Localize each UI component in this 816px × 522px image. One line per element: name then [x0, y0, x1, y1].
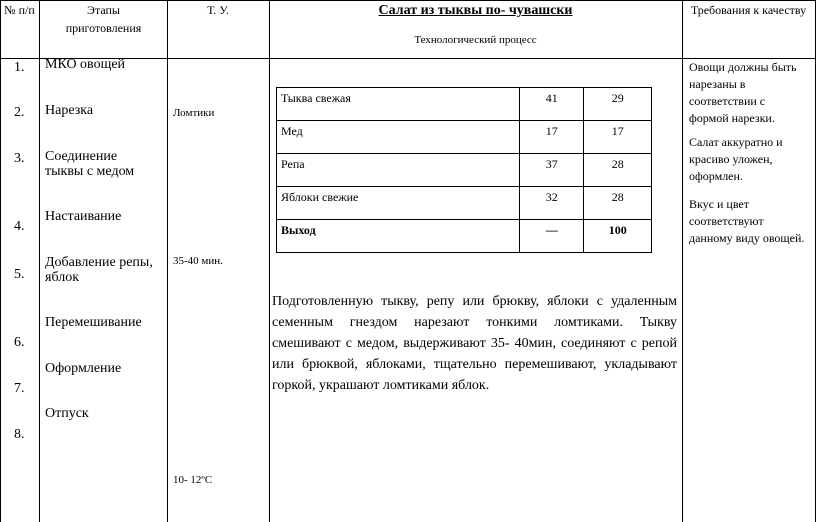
step-number: 5.: [14, 267, 25, 282]
header-requirements: Требования к качеству: [690, 3, 807, 17]
step-number: 1.: [14, 60, 25, 75]
ingredient-name: Тыква свежая: [277, 88, 520, 121]
column-divider: [39, 0, 40, 522]
yield-gross: —: [519, 220, 584, 253]
table-row: [277, 121, 652, 154]
step-label: Настаивание: [45, 209, 122, 224]
step-label: Нарезка: [45, 103, 94, 118]
step-label: Оформление: [45, 361, 122, 376]
ingredients-table: [276, 87, 652, 253]
step-number: 2.: [14, 105, 25, 120]
ingredient-gross: 32: [519, 187, 584, 220]
column-divider: [167, 0, 168, 522]
recipe-subtitle: Технологический процесс: [414, 34, 537, 46]
step-label: Добавление репы, яблок: [45, 255, 153, 285]
step-number: 4.: [14, 219, 25, 234]
tu-cut-shape: Ломтики: [173, 107, 215, 119]
step-label: Перемешивание: [45, 315, 142, 330]
header-tu: Т. У.: [207, 3, 229, 17]
step-label: Отпуск: [45, 406, 89, 421]
step-label: МКО овощей: [45, 57, 126, 72]
table-border-left: [0, 0, 1, 522]
step-number: 8.: [14, 427, 25, 442]
ingredient-net: 17: [584, 121, 652, 154]
step-label: Соединение тыквы с медом: [45, 149, 135, 179]
step-number: 3.: [14, 151, 25, 166]
ingredient-net: 28: [584, 187, 652, 220]
step-number: 7.: [14, 381, 25, 396]
ingredient-gross: 41: [519, 88, 584, 121]
table-row: [277, 154, 652, 187]
yield-net: 100: [584, 220, 652, 253]
ingredient-net: 29: [584, 88, 652, 121]
ingredient-name: Яблоки свежие: [277, 187, 520, 220]
column-divider: [269, 0, 270, 522]
step-number: 6.: [14, 335, 25, 350]
header-stages: Этапы приготовления: [65, 3, 142, 35]
header-num: № п/п: [4, 3, 35, 17]
table-row: [277, 187, 652, 220]
yield-row: [277, 220, 652, 253]
process-description: Подготовленную тыкву, репу или брюкву, яблоки с удаленным семенным гнездом нарезают тонкими ломтиками. Тыкву смешивают с медом, выдерживают 35- 40мин, соединяют с репой или брюквой, яблоками, тщательно перемешивают, укладывают горкой, украшают ломтиками яблок.: [272, 294, 677, 393]
ingredient-gross: 37: [519, 154, 584, 187]
table-row: [277, 88, 652, 121]
ingredient-net: 28: [584, 154, 652, 187]
ingredient-gross: 17: [519, 121, 584, 154]
requirement-text: Вкус и цвет соответствуют данному виду овощей.: [689, 197, 805, 245]
requirement-text: Салат аккуратно и красиво уложен, оформлен.: [689, 135, 783, 183]
ingredient-name: Мед: [277, 121, 520, 154]
ingredient-name: Репа: [277, 154, 520, 187]
yield-label: Выход: [277, 220, 520, 253]
column-divider: [682, 0, 683, 522]
requirement-text: Овощи должны быть нарезаны в соответствии с формой нарезки.: [689, 60, 797, 125]
tu-infusion-time: 35-40 мин.: [173, 255, 223, 267]
tu-serving-temperature: 10- 12ºС: [173, 474, 213, 486]
recipe-title: Салат из тыквы по- чувашски: [378, 3, 573, 18]
